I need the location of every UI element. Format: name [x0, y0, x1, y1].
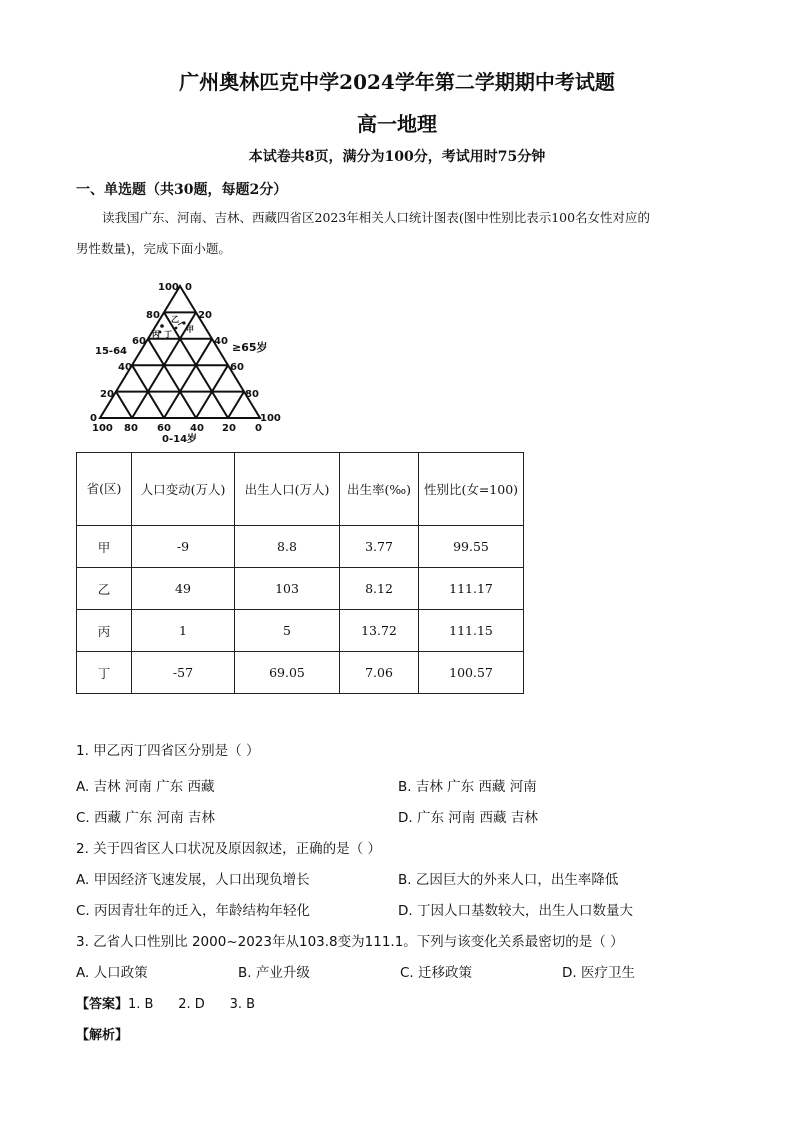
exam-title: 广州奥林匹克中学2024学年第二学期期中考试题: [179, 70, 615, 94]
question-1-option-a: A. 吉林 河南 广东 西藏: [76, 779, 215, 795]
question-3-option-d: D. 医疗卫生: [562, 965, 635, 981]
question-2-option-d: D. 丁因人口基数较大，出生人口数量大: [398, 903, 633, 919]
point-label-ding: 丁: [164, 330, 172, 339]
table-cell: 5: [235, 610, 340, 652]
point-label-jia: 甲: [186, 325, 194, 334]
bottom-axis-label: 0-14岁: [162, 434, 198, 445]
bottom-tick: 100: [92, 423, 113, 434]
question-1-option-b: B. 吉林 广东 西藏 河南: [398, 779, 537, 795]
left-tick: 100: [158, 282, 179, 293]
table-row: [77, 568, 524, 610]
header-pop-change: 人口变动(万人): [132, 453, 235, 526]
left-tick: 80: [146, 310, 160, 321]
point-yi: [160, 324, 164, 328]
population-table: [76, 452, 524, 694]
table-cell: 乙: [77, 568, 132, 610]
right-tick: 60: [230, 362, 244, 373]
left-tick: 0: [90, 413, 97, 424]
answer-values: 1. B 2. D 3. B: [128, 997, 256, 1012]
question-1-stem: 1. 甲乙丙丁四省区分别是（ ）: [76, 743, 260, 759]
right-tick: 100: [260, 413, 281, 424]
bottom-tick: 60: [157, 423, 171, 434]
question-3-option-b: B. 产业升级: [238, 965, 310, 981]
table-row: [77, 526, 524, 568]
point-label-yi: 乙: [171, 315, 179, 324]
ternary-diagram: [80, 278, 300, 446]
table-cell: 8.12: [340, 568, 419, 610]
table-cell: 111.17: [419, 568, 524, 610]
bottom-tick: 0: [255, 423, 262, 434]
table-cell: -57: [132, 652, 235, 694]
question-2-option-c: C. 丙因青壮年的迁入，年龄结构年轻化: [76, 903, 311, 919]
table-cell: 丁: [77, 652, 132, 694]
section-heading: 一、单选题（共30题，每题2分）: [76, 182, 288, 198]
answer-label: 【答案】: [76, 997, 129, 1012]
right-tick: 20: [198, 310, 212, 321]
question-1-option-d: D. 广东 河南 西藏 吉林: [398, 810, 538, 826]
analysis-label: 【解析】: [76, 1028, 129, 1043]
table-cell: 8.8: [235, 526, 340, 568]
subject-title: 高一地理: [357, 112, 437, 136]
table-cell: 1: [132, 610, 235, 652]
table-header-row: [77, 453, 524, 526]
bottom-tick: 40: [190, 423, 204, 434]
table-cell: 丙: [77, 610, 132, 652]
header-births: 出生人口(万人): [235, 453, 340, 526]
table-cell: -9: [132, 526, 235, 568]
question-2-stem: 2. 关于四省区人口状况及原因叙述，正确的是（ ）: [76, 841, 381, 857]
bottom-tick: 80: [124, 423, 138, 434]
question-2-option-b: B. 乙因巨大的外来人口，出生率降低: [398, 872, 619, 888]
table-cell: 99.55: [419, 526, 524, 568]
right-tick: 80: [245, 389, 259, 400]
table-row: [77, 610, 524, 652]
point-ding: [175, 327, 178, 330]
table-cell: 7.06: [340, 652, 419, 694]
bottom-tick: 20: [222, 423, 236, 434]
right-tick: 40: [214, 336, 228, 347]
table-cell: 111.15: [419, 610, 524, 652]
exam-info: 本试卷共8页，满分为100分，考试用时75分钟: [248, 149, 546, 165]
left-tick: 40: [118, 362, 132, 373]
point-label-bing: 丙: [152, 330, 160, 339]
table-cell: 49: [132, 568, 235, 610]
table-row: [77, 652, 524, 694]
header-sex-ratio: 性别比(女=100): [419, 453, 524, 526]
left-axis-label: 15-64: [95, 346, 127, 357]
header-birth-rate: 出生率(‰): [340, 453, 419, 526]
intro-line-1: 读我国广东、河南、吉林、西藏四省区2023年相关人口统计图表(图中性别比表示100名女性对应的: [102, 210, 651, 225]
intro-line-2: 男性数量)，完成下面小题。: [76, 241, 231, 256]
table-cell: 69.05: [235, 652, 340, 694]
question-3-option-c: C. 迁移政策: [400, 965, 473, 981]
question-3-stem: 3. 乙省人口性别比 2000~2023年从103.8变为111.1。下列与该变化关系最密切的是（ ）: [76, 934, 624, 950]
left-tick: 60: [132, 336, 146, 347]
table-cell: 103: [235, 568, 340, 610]
table-cell: 3.77: [340, 526, 419, 568]
table-cell: 100.57: [419, 652, 524, 694]
answer-line: [76, 993, 255, 1012]
question-3-option-a: A. 人口政策: [76, 965, 148, 981]
table-cell: 甲: [77, 526, 132, 568]
left-tick: 20: [100, 389, 114, 400]
right-tick: 0: [185, 282, 192, 293]
header-province: 省(区): [77, 453, 132, 526]
question-1-option-c: C. 西藏 广东 河南 吉林: [76, 810, 215, 826]
table-cell: 13.72: [340, 610, 419, 652]
question-2-option-a: A. 甲因经济飞速发展，人口出现负增长: [76, 872, 310, 888]
right-axis-label: ≥65岁: [232, 341, 268, 354]
